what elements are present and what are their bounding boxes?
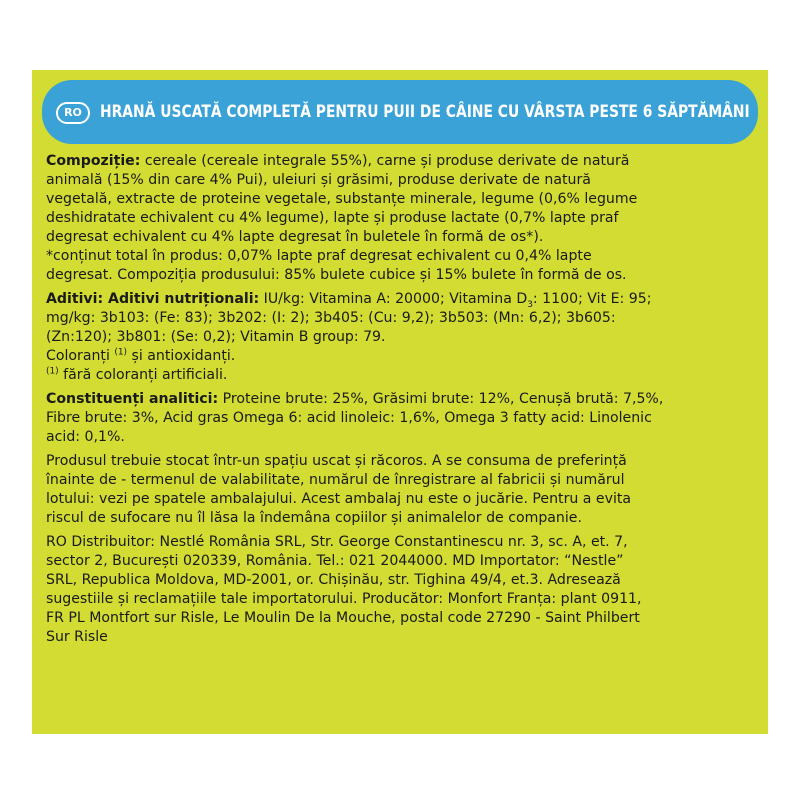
storage-line: riscul de sufocare nu îl lăsa la îndemâna copiilor și animalelor de companie. bbox=[46, 510, 582, 526]
storage-line: Produsul trebuie stocat într-un spațiu uscat și răcoros. A se consuma de preferință bbox=[46, 453, 627, 469]
language-badge: RO bbox=[56, 102, 90, 124]
analytical-line: Fibre brute: 3%, Acid gras Omega 6: acid linoleic: 1,6%, Omega 3 fatty acid: Linolenic bbox=[46, 410, 652, 426]
distributor-line: sector 2, București 020339, România. Tel.: 021 2044000. MD Importator: “Nestle” bbox=[46, 553, 624, 569]
product-title: HRANĂ USCATĂ COMPLETĂ PENTRU PUII DE CÂINE CU VÂRSTA PESTE 6 SĂPTĂMÂNI bbox=[100, 102, 750, 122]
additives-line: mg/kg: 3b103: (Fe: 83); 3b202: (I: 2); 3b405: (Cu: 9,2); 3b503: (Mn: 6,2); 3b605: bbox=[46, 310, 616, 326]
footnote-text: fără coloranți artificiali. bbox=[58, 367, 228, 383]
distributor-line: RO Distribuitor: Nestlé România SRL, Str. George Constantinescu nr. 3, sc. A, et. 7, bbox=[46, 534, 628, 550]
footnote-mark: (1) bbox=[46, 366, 59, 377]
composition-line: *conținut total în produs: 0,07% lapte praf degresat echivalent cu 0,4% lapte bbox=[46, 248, 592, 264]
composition-line: deshidratate echivalent cu 4% legume), lapte și produse lactate (0,7% lapte praf bbox=[46, 210, 619, 226]
composition-line: vegetală, extracte de proteine vegetale, substanțe minerale, legume (0,6% legume bbox=[46, 191, 638, 207]
additives-label: Aditivi: Aditivi nutriționali: bbox=[46, 291, 260, 307]
label-text bbox=[46, 152, 762, 647]
footnote-mark: (1) bbox=[114, 347, 128, 358]
composition-line: degresat. Compoziția produsului: 85% bulete cubice și 15% bulete în formă de os. bbox=[46, 267, 627, 283]
additives-text: IU/kg: Vitamina A: 20000; Vitamina D bbox=[259, 291, 528, 307]
composition-label: Compoziție: bbox=[46, 153, 141, 169]
additives-text: Coloranți bbox=[46, 348, 115, 364]
analytical-label: Constituenți analitici: bbox=[46, 391, 219, 407]
storage-section bbox=[46, 452, 762, 528]
composition-line: animală (15% din care 4% Pui), uleiuri și grăsimi, produse derivate de natură bbox=[46, 172, 591, 188]
additives-line: (Zn:120); 3b801: (Se: 0,2); Vitamin B group: 79. bbox=[46, 329, 386, 345]
subscript: 3 bbox=[527, 299, 533, 310]
additives-text: și antioxidanți. bbox=[127, 348, 236, 364]
analytical-text: Proteine brute: 25%, Grăsimi brute: 12%, Cenușă brută: 7,5%, bbox=[218, 391, 664, 407]
distributor-line: FR PL Montfort sur Risle, Le Moulin De la Mouche, postal code 27290 - Saint Philbert bbox=[46, 610, 640, 626]
label-panel bbox=[32, 70, 768, 734]
distributor-section bbox=[46, 533, 762, 647]
composition-section bbox=[46, 152, 762, 285]
distributor-line: SRL, Republica Moldova, MD-2001, or. Chișinău, str. Tighina 49/4, et.3. Adresează bbox=[46, 572, 621, 588]
analytical-line: acid: 0,1%. bbox=[46, 429, 125, 445]
storage-line: lotului: vezi pe spatele ambalajului. Acest ambalaj nu este o jucărie. Pentru a evita bbox=[46, 491, 632, 507]
additives-text: : 1100; Vit E: 95; bbox=[532, 291, 652, 307]
distributor-line: Sur Risle bbox=[46, 629, 108, 645]
header-banner bbox=[42, 80, 758, 144]
analytical-section bbox=[46, 390, 762, 447]
distributor-line: sugestiile și reclamațiile tale importatorului. Producător: Monfort Franța: plant 0911, bbox=[46, 591, 642, 607]
composition-line: degresat echivalent cu 4% lapte degresat în buletele în formă de os*). bbox=[46, 229, 544, 245]
additives-section bbox=[46, 290, 762, 385]
storage-line: înainte de - termenul de valabilitate, numărul de înregistrare al fabricii și numărul bbox=[46, 472, 625, 488]
composition-text: cereale (cereale integrale 55%), carne și produse derivate de natură bbox=[140, 153, 630, 169]
